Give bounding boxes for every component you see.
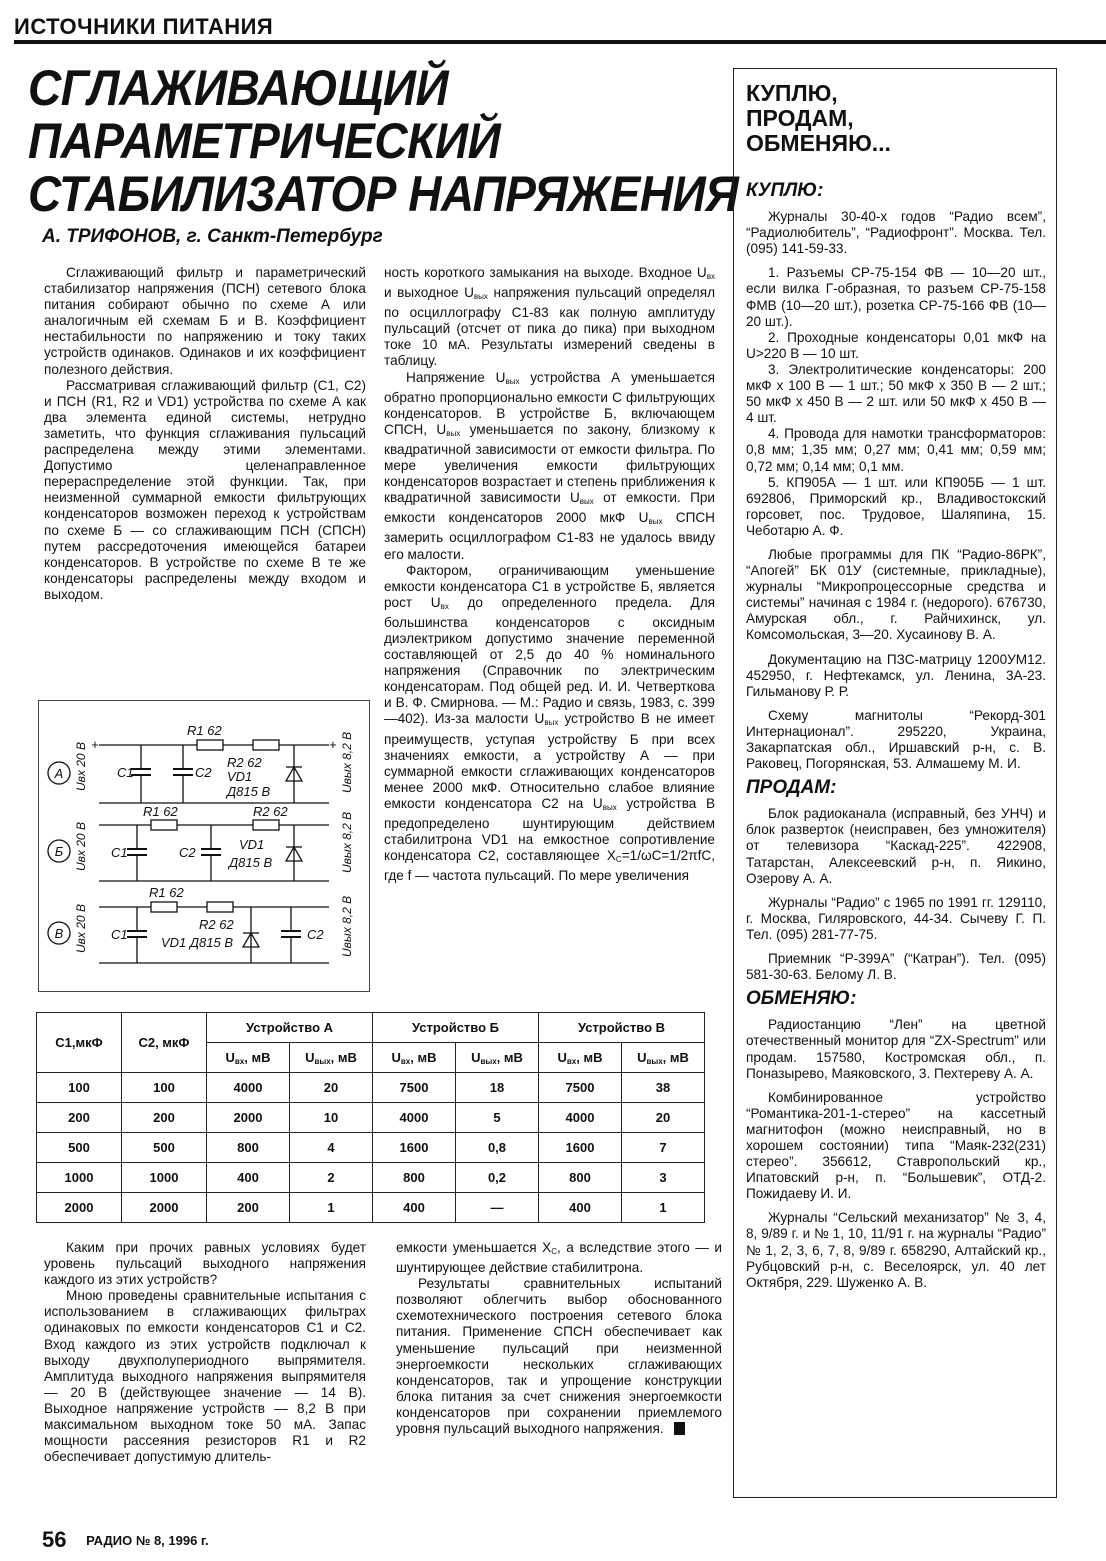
input-voltage-label: Uвх 20 В (74, 742, 88, 791)
paragraph: Сглаживающий фильтр и параметрический стабилизатор напряжения (ПСН) сетевого блока питания собирают обычно по схеме А или аналогичным ей схемам Б и В. Коэффициент нестабильности по напряжению и току таких устройств одинаков. Одинаков и их коэффициент полезного действия. (44, 265, 366, 377)
table-cell: 200 (122, 1103, 207, 1133)
page-footer (42, 1527, 209, 1553)
table-cell: 7 (622, 1133, 705, 1163)
table-cell: 4 (290, 1133, 373, 1163)
svg-text:R2 62: R2 62 (227, 755, 262, 770)
header-c2: C2, мкФ (122, 1013, 207, 1073)
ad-item: Журналы “Сельский механизатор” № 3, 4, 8, 9/89 г. и № 1, 10, 11/91 г. на журналы “Радио” № 1, 2, 3, 6, 7, 8, 9/89 г. 658290, Алтайский кр., Рубцовский р-н, с. Веселоярск, ул. 40 лет Октября, 229. Шуженко А. В. (746, 1210, 1046, 1290)
header-u-in: $U_{вх}$, мВ (373, 1043, 456, 1073)
title-line: ПАРАМЕТРИЧЕСКИЙ (28, 113, 501, 169)
table-cell: 1600 (539, 1133, 622, 1163)
ad-item: Схему магнитолы “Рекорд-301 Интернационал”. 295220, Украина, Закарпатская обл., Иршавский р-н, с. В. Раковец, Погорянская, 53. Алмашему М. И. (746, 707, 1046, 772)
table-row (37, 1163, 705, 1193)
paragraph: Каким при прочих равных условиях будет уровень пульсаций выходного напряжения каждого из этих устройств? (44, 1240, 366, 1288)
header-device-a: Устройство А (207, 1013, 373, 1043)
table-cell: 10 (290, 1103, 373, 1133)
svg-text:Д815 В: Д815 В (229, 855, 273, 870)
header-u-out: $U_{вых}$, мВ (290, 1043, 373, 1073)
table-cell: 1000 (37, 1163, 122, 1193)
ad-item: Приемник “Р-399А” (“Катран”). Тел. (095) 581-30-63. Белому Л. В. (746, 951, 1046, 983)
issue-info: РАДИО № 8, 1996 г. (86, 1533, 209, 1548)
table-cell: 0,2 (456, 1163, 539, 1193)
header-rule (14, 40, 1106, 44)
svg-text:R1 62: R1 62 (143, 804, 178, 819)
table-cell: 2 (290, 1163, 373, 1193)
title-line: СГЛАЖИВАЮЩИЙ (28, 60, 449, 116)
svg-text:Д815 В: Д815 В (227, 784, 271, 799)
table-cell: 800 (539, 1163, 622, 1193)
paragraph: Рассматривая сглаживающий фильтр (C1, C2) и ПСН (R1, R2 и VD1) устройства по схеме А как два элемента единой системы, нетрудно заметить, что функция сглаживания пульсаций распределена между этими элементами. Допустимо целенаправленное перераспределение этой функции. Так, при неизменной суммарной емкости фильтрующих конденсаторов возможен переход к устройствам по схеме Б — со сглаживающим ПСН (СПСН) путем рассредоточения имеющейся батареи конденсаторов. В устройстве по схеме В те же конденсаторы распределены между входом и выходом. (44, 377, 366, 602)
svg-text:C1: C1 (117, 765, 134, 780)
ad-item: Радиостанцию “Лен” на цветной отечественный монитор для “ZX-Spectrum” или продам. 157580, Костромская обл., п. Поназырево, Маяковского, 3. Пехтереву А. А. (746, 1017, 1046, 1081)
svg-text:Uвых 8,2 В: Uвых 8,2 В (340, 811, 354, 873)
table-cell: 0,8 (456, 1133, 539, 1163)
schematic-drawing (39, 701, 369, 991)
header-u-in: $U_{вх}$, мВ (207, 1043, 290, 1073)
svg-text:R1 62: R1 62 (149, 885, 184, 900)
circuit-b (48, 804, 354, 881)
table-cell: 400 (207, 1163, 290, 1193)
table-cell: 800 (207, 1133, 290, 1163)
article-title (28, 62, 738, 221)
ad-item: Журналы 30-40-х годов “Радио всем”, “Радиолюбитель”, “Радиофронт”. Москва. Тел. (095) 141-59-33. (746, 209, 1046, 257)
svg-text:C2: C2 (195, 765, 212, 780)
exchange-heading: ОБМЕНЯЮ: (746, 988, 857, 1010)
table-cell: 4000 (373, 1103, 456, 1133)
table-cell: 18 (456, 1073, 539, 1103)
svg-text:Uвых 8,2 В: Uвых 8,2 В (340, 895, 354, 957)
page-number: 56 (42, 1527, 67, 1552)
table-cell: 1000 (122, 1163, 207, 1193)
sidebar-content (746, 177, 1046, 1299)
ad-item: Документацию на ПЗС-матрицу 1200УМ12. 452950, г. Нефтекамск, ул. Ленина, 3А-23. Гильманову Р. Р. (746, 651, 1046, 699)
ad-item: 1. Разъемы СР-75-154 ФВ — 10—20 шт., если вилка Г-образная, то разъем СР-75-158 ФМВ (10—20 шт.), розетка СР-75-166 ФВ (10—20 шт.). (746, 265, 1046, 329)
table-cell: 2000 (122, 1193, 207, 1223)
table-cell: 7500 (539, 1073, 622, 1103)
svg-text:R2 62: R2 62 (199, 917, 234, 932)
table-cell: — (456, 1193, 539, 1223)
article-column-4 (396, 1240, 722, 1437)
circuit-schematic (38, 700, 370, 992)
article-column-2 (384, 265, 715, 884)
table-cell: 200 (37, 1103, 122, 1133)
paragraph: Мною проведены сравнительные испытания с использованием в сглаживающих фильтрах одинаковых по емкости конденсаторов C1 и C2. Вход каждого из этих устройств подключал к выходу двухполупериодного выпрямителя. Амплитуда выходного напряжения выпрямителя — 20 В (действующее значение — 14 В). Выходное напряжение устройств — 8,2 В при максимальном выходном токе 50 мА. Запас мощности рассеяния резисторов R1 и R2 обеспечивает допустимую длитель- (44, 1288, 366, 1465)
header-c1: C1,мкФ (37, 1013, 122, 1073)
svg-text:C2: C2 (307, 927, 324, 942)
table-row (37, 1133, 705, 1163)
header-u-out: $U_{вых}$, мВ (622, 1043, 705, 1073)
paragraph: ность короткого замыкания на выходе. Входное $U_{вх}$ и выходное $U_{вых}$ напряжения пульсаций определял по осциллографу С1-83 как полную амплитуду пульсаций (отсчет от пика до пика) при выходном токе 10 мА. Результаты измерений сведены в таблицу. (384, 265, 716, 369)
sell-heading: ПРОДАМ: (746, 777, 837, 799)
svg-text:VD1 Д815 В: VD1 Д815 В (161, 935, 234, 950)
header-u-in: $U_{вх}$, мВ (539, 1043, 622, 1073)
title-line: СТАБИЛИЗАТОР НАПРЯЖЕНИЯ (28, 166, 739, 222)
table-cell: 4000 (539, 1103, 622, 1133)
table-cell: 2000 (207, 1103, 290, 1133)
table-cell: 100 (37, 1073, 122, 1103)
table-cell: 3 (622, 1163, 705, 1193)
table-row (37, 1073, 705, 1103)
svg-text:Uвх 20 В: Uвх 20 В (74, 822, 88, 871)
svg-text:R1 62: R1 62 (187, 723, 222, 738)
paragraph: Результаты сравнительных испытаний позволяют облегчить выбор обоснованного схемотехнического построения сетевого блока питания. Применение СПСН обеспечивает как уменьшение пульсаций при неизменной энергоемкости нескольких сглаживающих конденсаторов, так и упрощение конструкции блока питания за счет снижения энергоемкости конденсаторов при сохранении приемлемого уровня пульсаций выходного напряжения. (396, 1276, 722, 1437)
paragraph: емкости уменьшается $X_С$, а вследствие этого — и шунтирующее действие стабилитрона. (396, 1240, 722, 1276)
circuit-label: Б (54, 844, 64, 859)
svg-text:Uвх 20 В: Uвх 20 В (74, 904, 88, 953)
table-cell: 500 (37, 1133, 122, 1163)
end-mark-icon (674, 1422, 685, 1435)
svg-text:C2: C2 (179, 845, 196, 860)
ad-item: 4. Провода для намотки трансформаторов: 0,8 мм; 1,35 мм; 0,27 мм; 0,41 мм; 0,59 мм; 0,72 мм; 0,14 мм; 0,1 мм. (746, 426, 1046, 474)
buy-heading: КУПЛЮ: (746, 180, 824, 201)
circuit-label: В (54, 926, 64, 941)
table-cell: 7500 (373, 1073, 456, 1103)
table-cell: 400 (373, 1193, 456, 1223)
svg-text:R2 62: R2 62 (253, 804, 288, 819)
svg-text:+: + (329, 737, 337, 752)
svg-text:C1: C1 (111, 927, 128, 942)
svg-text:VD1: VD1 (227, 769, 253, 784)
section-header: ИСТОЧНИКИ ПИТАНИЯ (14, 14, 274, 39)
table-cell: 200 (207, 1193, 290, 1223)
header-u-out: $U_{вых}$, мВ (456, 1043, 539, 1073)
ad-item: Журналы “Радио” с 1965 по 1991 гг. 129110, г. Москва, Гиляровского, 44-34. Сычеву Г. П. Тел. (095) 281-77-75. (746, 894, 1046, 942)
table-cell: 5 (456, 1103, 539, 1133)
output-voltage-label: Uвых 8,2 В (340, 731, 354, 793)
ad-item: 2. Проходные конденсаторы 0,01 мкФ на U>220 В — 10 шт. (746, 329, 1046, 361)
ad-item: 3. Электролитические конденсаторы: 200 мкФ х 100 В — 1 шт.; 50 мкФ х 350 В — 2 шт.; 50 мкФ х 450 В — 2 шт. или 50 мкФ х 450 В — 4 шт. (746, 361, 1046, 426)
table-cell: 800 (373, 1163, 456, 1193)
paragraph: Напряжение $U_{вых}$ устройства А уменьшается обратно пропорционально емкости С фильтрующих конденсаторов. В устройстве Б, включающем СПСН, $U_{вых}$ уменьшается по закону, близкому к квадратичной зависимости от емкости фильтра. По мере увеличения емкости фильтрующих конденсаторов возрастает и степень приближения к квадратичной зависимости $U_{вых}$ от емкости. При емкости конденсаторов 2000 мкФ $U_{вых}$ СПСН замерить осциллографом С1-83 не удалось ввиду его малости. (384, 369, 715, 562)
ad-item: Блок радиоканала (исправный, без УНЧ) и блок разверток (неисправен, без умножителя) от телевизора “Каскад-225”. 422908, Татарстан, Алексеевский р-н, п. Яикино, Озерову А. А. (746, 806, 1046, 886)
ad-item: Комбинированное устройство “Романтика-201-1-стерео” на кассетный магнитофон (можно неисправный, но в хорошем состоянии) типа “Маяк-232(231) стерео”. 356612, Ставропольский кр., Ипатовский р-н, п. “Большевик”, ОТД-2. Пожидаеву И. И. (746, 1089, 1046, 1202)
table-cell: 20 (290, 1073, 373, 1103)
ad-item: 5. КП905А — 1 шт. или КП905Б — 1 шт. 692806, Приморский кр., Владивостокский горсовет, пос. Трудовое, Шаляпина, 15. Чеботарю А. Ф. (746, 474, 1046, 538)
table-cell: 4000 (207, 1073, 290, 1103)
table-cell: 500 (122, 1133, 207, 1163)
table-body (37, 1073, 705, 1223)
article-column-3 (44, 1240, 366, 1465)
header-device-b: Устройство Б (373, 1013, 539, 1043)
results-table (36, 1012, 705, 1223)
table-cell: 1600 (373, 1133, 456, 1163)
svg-text:C1: C1 (111, 845, 128, 860)
circuit-v (48, 885, 354, 963)
table-cell: 38 (622, 1073, 705, 1103)
resistor-r1 (197, 740, 223, 750)
sidebar-title: КУПЛЮ, ПРОДАМ, ОБМЕНЯЮ... (746, 80, 891, 156)
svg-text:VD1: VD1 (239, 837, 265, 852)
table-cell: 2000 (37, 1193, 122, 1223)
resistor-r2 (253, 740, 279, 750)
table-row (37, 1103, 705, 1133)
table-cell: 20 (622, 1103, 705, 1133)
circuit-label: А (54, 766, 64, 781)
table-cell: 400 (539, 1193, 622, 1223)
table-cell: 1 (290, 1193, 373, 1223)
classifieds-sidebar (733, 68, 1057, 1498)
svg-text:+: + (91, 737, 99, 752)
paragraph: Фактором, ограничивающим уменьшение емкости конденсатора C1 в устройстве Б, является рост $U_{вх}$ до определенного предела. Для большинства конденсаторов с оксидным диэлектриком допустимо значение переменной составляющей от 2,5 до 40 % номинального напряжения (Справочник по электрическим конденсаторам. Под общей ред. И. И. Четверткова и В. Ф. Смирнова. — М.: Радио и связь, 1983, с. 399—402). Из-за малости $U_{вых}$ устройство В не имеет преимуществ, уступая устройству Б при всех значениях емкости, а устройству А — при суммарной емкости сглаживающих конденсаторов менее 2000 мкФ. Относительно слабое влияние емкости конденсатора C2 на $U_{вых}$ устройства В предопределено шунтирующим действием стабилитрона VD1 на емкостное сопротивление конденсатора C2, составляющее $X_С=1/\omega C=1/2\pi fC$, где f — частота пульсаций. По мере увеличения (384, 562, 716, 884)
article-column-1 (44, 265, 366, 603)
table-row (37, 1193, 705, 1223)
circuit-a (48, 723, 354, 803)
header-device-v: Устройство В (539, 1013, 705, 1043)
byline: А. ТРИФОНОВ, г. Санкт-Петербург (42, 226, 383, 247)
table-cell: 100 (122, 1073, 207, 1103)
table-cell: 1 (622, 1193, 705, 1223)
ad-item: Любые программы для ПК “Радио-86РК”, “Апогей” БК 01У (системные, прикладные), журналы “Микропроцессорные средства и системы” начиная с 1984 г. (недорого). 676730, Амурская обл., г. Райчихинск, ул. Комсомольская, 3—20. Хусаинову В. А. (746, 546, 1046, 643)
